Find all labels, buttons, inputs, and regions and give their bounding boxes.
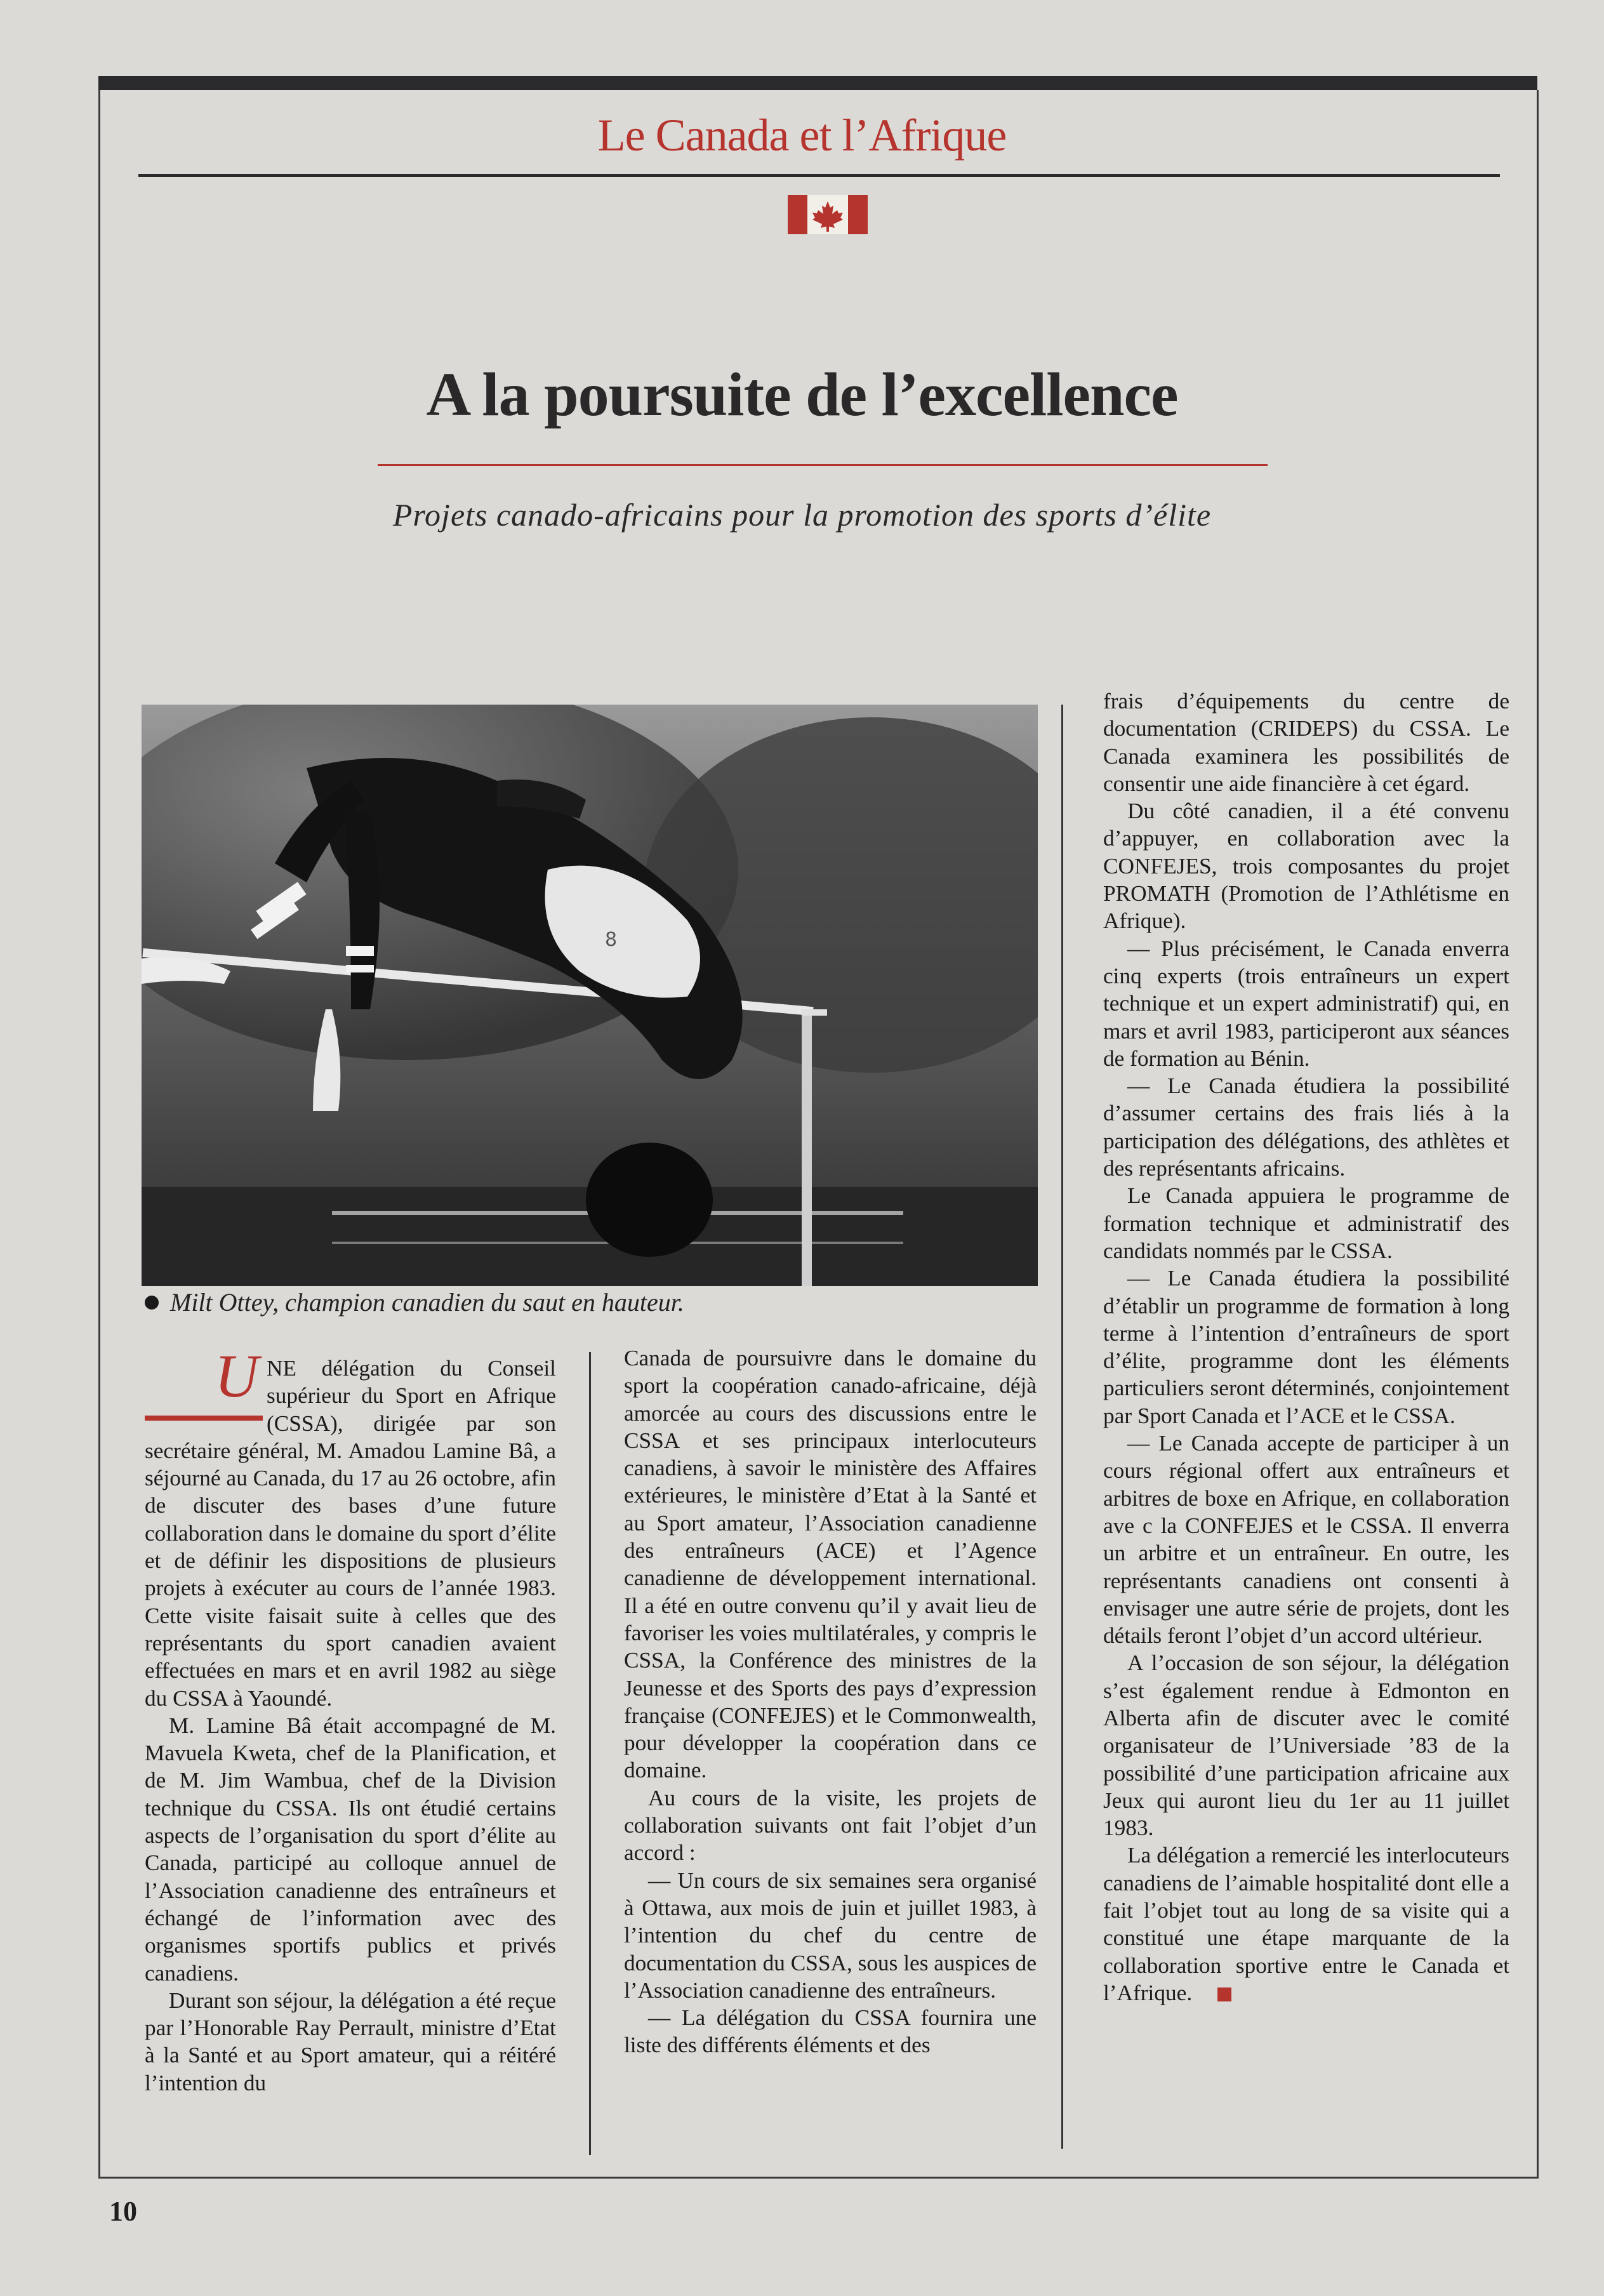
body-paragraph: Durant son séjour, la délégation a été reçue par l’Honorable Ray Perrault, ministre d’Etat à la Santé et au Sport amateur, qui a réitéré l’intention du <box>145 1987 556 2095</box>
canada-flag-icon <box>788 195 868 234</box>
title-rule <box>378 464 1268 466</box>
body-paragraph: Le Canada appuiera le programme de formation technique et administratif des candidats nommés par le CSSA. <box>1103 1183 1509 1263</box>
lead-paragraph <box>145 1342 556 1712</box>
body-paragraph: frais d’équipements du centre de documentation (CRIDEPS) du CSSA. Le Canada examinera les possibilités de consentir une aide financière à cet égard. <box>1103 689 1509 796</box>
body-paragraph: A l’occasion de son séjour, la délégation s’est également rendue à Edmonton en Alberta afin de discuter avec le comité organisateur de l’Universiade ’83 de la possibilité d’une participation africaine aux Jeux qui auront lieu du 1er au 11 juillet 1983. <box>1103 1650 1509 1841</box>
photo-caption-text: Milt Ottey, champion canadien du saut en hauteur. <box>170 1288 684 1317</box>
body-column-1 <box>145 1342 556 2097</box>
final-paragraph-text: La délégation a remercié les interlocuteurs canadiens de l’aimable hospitalité dont elle a fait l’objet tout au long de sa visite qui a constitué une étape marquante de la collaboration sportive entre le Canada et l’Afrique. <box>1103 1843 1509 2005</box>
lead-paragraph-text: NE délégation du Conseil supérieur du Sport en Afrique (CSSA), dirigée par son secrétaire général, M. Amadou Lamine Bâ, a séjourné au Canada, du 17 au 26 octobre, afin de discuter des bases d’une future collaboration dans le domaine du sport d’élite et de définir les dispositions de plusieurs projets à exécuter au cours de l’année 1983. Cette visite faisait suite à celles que des représentants du sport canadien avaient effectuées en mars et en avril 1982 au siège du CSSA à Yaoundé. <box>145 1356 556 1711</box>
caption-bullet-icon <box>145 1296 159 1310</box>
header-rule <box>138 174 1500 177</box>
body-paragraph: Canada de poursuivre dans le domaine du sport la coopération canado-africaine, déjà amorcée au cours des discussions entre le CSSA et ses principaux interlocuteurs canadiens, à savoir le ministère des Affaires extérieures, le ministère d’Etat à la Santé et au Sport amateur, l’Association canadienne des entraîneurs (ACE) et l’Agence canadienne de développement international. Il a été en outre convenu qu’il y avait lieu de favoriser les voies multilatérales, y compris le CSSA, la Conférence des ministres de la Jeunesse et des Sports des pays d’expression française (CONFEJES) et le Commonwealth, pour développer la coopération dans ce domaine. <box>624 1346 1037 1783</box>
body-paragraph: — Un cours de six semaines sera organisé à Ottawa, aux mois de juin et juillet 1983, à l’intention du chef du centre de documentation du CSSA, sous les auspices de l’Association canadienne des entraîneurs. <box>624 1868 1037 2003</box>
section-header-title: Le Canada et l’Afrique <box>597 110 1007 161</box>
column-divider <box>1061 705 1063 2149</box>
article-subtitle: Projets canado-africains pour la promotion des sports d’élite <box>392 497 1212 533</box>
body-paragraph: — Le Canada étudiera la possibilité d’établir un programme de formation à long terme à l’intention d’entraîneurs de sport d’élite, programme dont les éléments particuliers seront déterminés, conjointement par Sport Canada et l’ACE et le CSSA. <box>1103 1266 1509 1428</box>
body-paragraph: Du côté canadien, il a été convenu d’appuyer, en collaboration avec la CONFEJES, trois composantes du projet PROMATH (Promotion de l’Athlétisme en Afrique). <box>1103 799 1509 934</box>
high-jump-photo <box>142 705 1038 1286</box>
page-number: 10 <box>109 2196 137 2227</box>
column-divider <box>589 1352 591 2155</box>
body-paragraph: — Plus précisément, le Canada enverra cinq experts (trois entraîneurs un expert technique et un expert administratif) qui, en mars et avril 1983, participeront aux séances de formation au Bénin. <box>1103 936 1509 1071</box>
body-paragraph: — Le Canada étudiera la possibilité d’assumer certains des frais liés à la participation des délégations, des athlètes et des représentants africains. <box>1103 1073 1509 1181</box>
dropcap <box>145 1342 263 1426</box>
top-border-bar <box>98 76 1537 90</box>
body-column-3 <box>1103 687 1509 2007</box>
body-paragraph: Au cours de la visite, les projets de collaboration suivants ont fait l’objet d’un accord : <box>624 1785 1037 1866</box>
dropcap-bar <box>145 1416 263 1421</box>
article-title: A la poursuite de l’excellence <box>426 361 1178 429</box>
body-paragraph: — La délégation du CSSA fournira une liste des différents éléments et des <box>624 2005 1037 2058</box>
body-paragraph-final <box>1103 1841 1509 2007</box>
dropcap-letter: U <box>215 1342 259 1410</box>
end-of-article-icon <box>1217 1987 1231 2001</box>
body-paragraph: M. Lamine Bâ était accompagné de M. Mavuela Kweta, chef de la Planification, et de M. Jim Wambua, chef de la Division technique du CSSA. Ils ont étudié certains aspects de l’organisation du sport d’élite au Canada, participé au colloque annuel de l’Association canadienne des entraîneurs et échangé de l’information avec des organismes sportifs publics et privés canadiens. <box>145 1713 556 1986</box>
photo-caption <box>145 1287 1046 1317</box>
body-paragraph: — Le Canada accepte de participer à un cours régional offert aux entraîneurs et arbitres de boxe en Afrique, en collaboration ave c la CONFEJES et le CSSA. Il enverra un arbitre et un entraîneur. En outre, les représentants canadiens ont consenti à envisager une autre série de projets, dont les détails feront l’objet d’un accord ultérieur. <box>1103 1431 1509 1649</box>
body-column-2 <box>624 1344 1037 2059</box>
svg-text:8: 8 <box>605 929 618 951</box>
